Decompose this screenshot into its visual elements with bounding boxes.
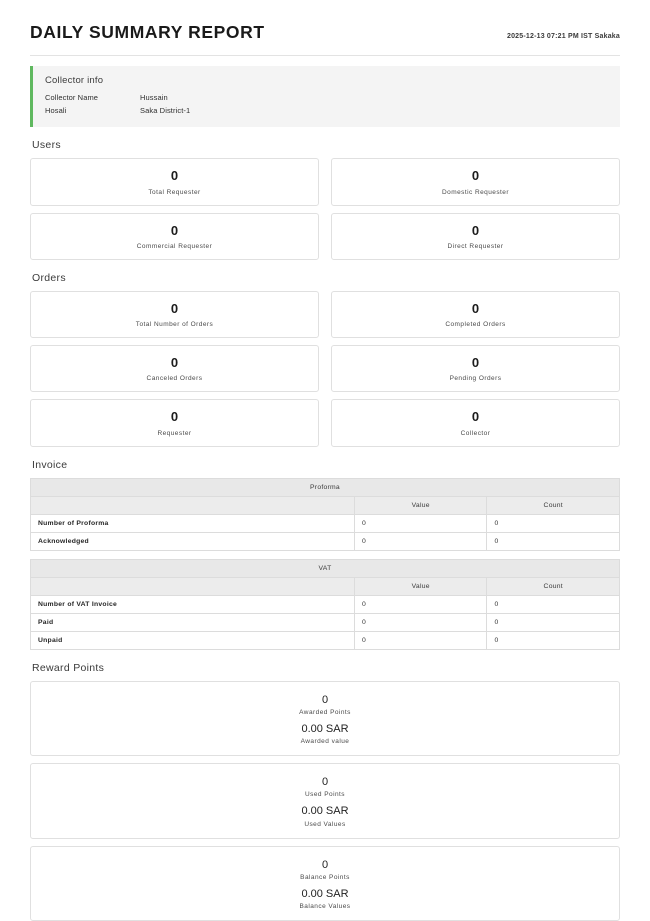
- stat-value: 0: [471, 409, 480, 425]
- reward-amount-label: Awarded value: [300, 738, 350, 746]
- reward-amount-value: 0.00 SAR: [301, 722, 349, 735]
- stat-label: Requester: [157, 429, 192, 437]
- table-column-header-row: [31, 577, 620, 595]
- collector-info-row: [45, 104, 608, 117]
- vat-group-header: VAT: [31, 559, 620, 577]
- stat-card-requester: [30, 399, 319, 446]
- vat-table: [30, 559, 620, 650]
- collector-name-value: Hussain: [140, 93, 168, 102]
- reward-points-value: 0: [321, 693, 329, 706]
- section-title-orders: Orders: [32, 271, 66, 284]
- section-title-reward-points: Reward Points: [32, 661, 105, 674]
- row-label: Paid: [31, 613, 355, 631]
- section-title-users: Users: [32, 139, 61, 152]
- collector-info-panel: [30, 66, 620, 127]
- stat-card-domestic-requester: [331, 158, 620, 205]
- reward-amount-value: 0.00 SAR: [301, 887, 349, 900]
- report-timestamp: 2025-12-13 07:21 PM IST Sakaka: [506, 33, 620, 40]
- stat-card-pending-orders: [331, 345, 620, 392]
- table-column-header-row: [31, 496, 620, 514]
- orders-card-grid: [30, 291, 620, 447]
- stat-value: 0: [170, 168, 179, 184]
- stat-value: 0: [471, 300, 480, 316]
- row-count: 0: [487, 631, 620, 649]
- stat-card-total-number-of-orders: [30, 291, 319, 338]
- stat-label: Direct Requester: [447, 242, 504, 250]
- stat-card-direct-requester: [331, 213, 620, 260]
- reward-points-label: Balance Points: [300, 873, 350, 881]
- stat-card-canceled-orders: [30, 345, 319, 392]
- reward-points-value: 0: [321, 776, 329, 789]
- section-title-invoice: Invoice: [32, 458, 68, 471]
- collector-name-label: Collector Name: [45, 93, 99, 102]
- stat-value: 0: [471, 168, 480, 184]
- reward-card-balance: [30, 846, 620, 921]
- row-label: Number of VAT Invoice: [31, 595, 355, 613]
- collector-info-row: [45, 91, 608, 104]
- stat-label: Total Number of Orders: [135, 321, 214, 328]
- row-count: 0: [487, 613, 620, 631]
- stat-label: Commercial Requester: [136, 242, 213, 250]
- collector-info-title: Collector info: [45, 75, 104, 86]
- row-count: 0: [487, 514, 620, 532]
- row-value: 0: [354, 613, 487, 631]
- stat-label: Collector: [460, 429, 491, 437]
- reward-card-awarded: [30, 681, 620, 757]
- row-count: 0: [487, 595, 620, 613]
- stat-label: Domestic Requester: [442, 188, 509, 196]
- row-value: 0: [354, 532, 487, 550]
- reward-amount-label: Used Values: [304, 820, 346, 828]
- table-row: [31, 613, 620, 631]
- stat-label: Total Requester: [148, 188, 201, 196]
- row-value: 0: [354, 631, 487, 649]
- stat-card-total-requester: [30, 158, 319, 205]
- stat-label: Pending Orders: [449, 375, 502, 383]
- stat-value: 0: [170, 355, 179, 370]
- table-row: [31, 532, 620, 550]
- row-value: 0: [354, 595, 487, 613]
- stat-label: Canceled Orders: [146, 375, 203, 383]
- row-count: 0: [487, 532, 620, 550]
- table-group-header-row: [31, 478, 620, 496]
- proforma-column-value: Value: [354, 496, 487, 514]
- vat-blank-header: [31, 577, 355, 595]
- collector-hosali-label: Hosali: [45, 106, 67, 116]
- stat-value: 0: [471, 355, 480, 370]
- proforma-table: [30, 478, 620, 551]
- reward-points-label: Used Points: [305, 791, 345, 799]
- stat-value: 0: [170, 409, 179, 425]
- stat-value: 0: [471, 222, 480, 238]
- page-title: DAILY SUMMARY REPORT: [30, 22, 265, 42]
- row-label: Acknowledged: [31, 532, 355, 550]
- stat-label: Completed Orders: [445, 321, 506, 328]
- vat-column-value: Value: [354, 577, 487, 595]
- table-group-header-row: [31, 559, 620, 577]
- reward-points-value: 0: [321, 858, 329, 871]
- table-row: [31, 514, 620, 532]
- reward-card-used: [30, 763, 620, 839]
- row-value: 0: [354, 514, 487, 532]
- report-header: [30, 22, 620, 56]
- users-card-grid: [30, 158, 620, 260]
- stat-card-collector: [331, 399, 620, 446]
- table-row: [31, 631, 620, 649]
- vat-column-count: Count: [487, 577, 620, 595]
- table-row: [31, 595, 620, 613]
- proforma-group-header: Proforma: [31, 478, 620, 496]
- row-label: Unpaid: [31, 631, 355, 649]
- reward-points-label: Awarded Points: [299, 708, 351, 716]
- row-label: Number of Proforma: [31, 514, 355, 532]
- stat-card-completed-orders: [331, 291, 620, 338]
- stat-card-commercial-requester: [30, 213, 319, 260]
- reward-amount-label: Balance Values: [299, 903, 351, 911]
- reward-amount-value: 0.00 SAR: [301, 805, 349, 818]
- proforma-column-count: Count: [487, 496, 620, 514]
- stat-value: 0: [170, 222, 179, 238]
- collector-hosali-value: Saka District-1: [140, 106, 191, 116]
- proforma-blank-header: [31, 496, 355, 514]
- stat-value: 0: [170, 300, 179, 316]
